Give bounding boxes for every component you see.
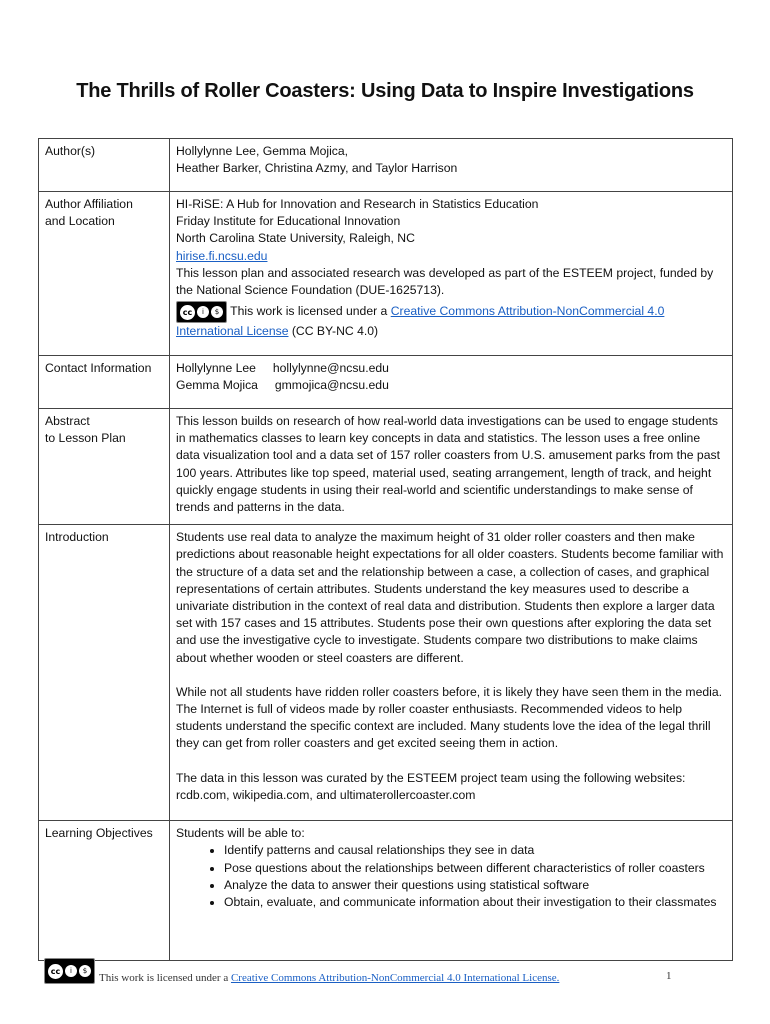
page-number: 1 xyxy=(666,970,672,982)
label-authors: Author(s) xyxy=(39,139,170,192)
list-item: • Obtain, evaluate, and communicate information about their investigation to their classmates xyxy=(224,894,726,911)
label-introduction: Introduction xyxy=(39,525,170,821)
intro-paragraph: The data in this lesson was curated by the ESTEEM project team using the following websites: rcdb.com, wikipedia.com, and ultimaterollercoaster.com xyxy=(176,770,686,802)
license-link[interactable]: Creative Commons Attribution-NonCommercial 4.0 International License xyxy=(176,304,665,339)
cc-by-nc-icon: cc i $ xyxy=(176,301,227,323)
hirise-link[interactable]: hirise.fi.ncsu.edu xyxy=(176,248,268,263)
label-affiliation xyxy=(39,192,170,356)
table-row xyxy=(39,139,733,192)
footer-prefix: This work is licensed under a xyxy=(99,972,231,984)
lesson-info-table xyxy=(38,138,733,961)
label-line: to Lesson Plan xyxy=(45,431,126,446)
value-objectives xyxy=(170,821,733,961)
contact-line: Hollylynne Lee hollylynne@ncsu.edu xyxy=(176,361,389,375)
value-abstract: This lesson builds on research of how real-world data investigations can be used to engage students in mathematics classes to learn key concepts in data and statistics. The lesson uses a free online data visualization tool and a data set of 157 roller coasters from U.S. amusement parks from the past 100 years. Attributes like top speed, material used, seating arrangement, length of track, and height quickly engage students in using their real-world and scientific understandings to make sense of trends and patterns in the data. xyxy=(170,409,733,525)
label-line: Author Affiliation xyxy=(45,197,133,211)
license-line xyxy=(176,301,726,340)
list-item: • Pose questions about the relationships between different characteristics of roller coasters xyxy=(224,860,726,877)
page-title: The Thrills of Roller Coasters: Using Data to Inspire Investigations xyxy=(76,80,694,102)
label-line: Abstract xyxy=(45,414,90,428)
footer xyxy=(44,958,684,984)
objectives-intro: Students will be able to: xyxy=(176,826,305,841)
authors-line: Heather Barker, Christina Azmy, and Taylor Harrison xyxy=(176,161,458,176)
label-objectives: Learning Objectives xyxy=(39,821,170,961)
license-prefix: This work is licensed under a xyxy=(230,304,391,319)
value-affiliation xyxy=(170,192,733,356)
affiliation-line: HI-RiSE: A Hub for Innovation and Research in Statistics Education xyxy=(176,197,539,211)
authors-line: Hollylynne Lee, Gemma Mojica, xyxy=(176,144,349,158)
table-row xyxy=(39,409,733,525)
funding-text: This lesson plan and associated research was developed as part of the ESTEEM project, funded by the National Science Foundation (DUE-1625713). xyxy=(176,265,714,298)
cc-by-nc-icon: cc i $ xyxy=(44,958,95,984)
label-line: and Location xyxy=(45,214,115,229)
value-introduction xyxy=(170,525,733,821)
intro-paragraph: Students use real data to analyze the maximum height of 31 older roller coasters and then make predictions about reasonable height expectations for all older coasters. Students become familiar with the structure of a data set and the relationship between a case, a collection of cases, and graphical representations of certain attributes. Students understand the key measures used to describe a univariate distribution in the context of real data and distribution. Students then explore a larger data set with 157 cases and 15 attributes. Students pose their own questions after exploring the data set and use the investigative cycle to investigate. Students compare two distributions to make claims about whether wooden or steel coasters are different. xyxy=(176,530,724,665)
contact-line: Gemma Mojica gmmojica@ncsu.edu xyxy=(176,378,389,393)
table-row xyxy=(39,821,733,961)
list-item: • Analyze the data to answer their questions using statistical software xyxy=(224,877,726,894)
footer-license-link[interactable]: Creative Commons Attribution-NonCommercial 4.0 International License. xyxy=(230,972,560,984)
label-contact: Contact Information xyxy=(39,356,170,409)
affiliation-line: Friday Institute for Educational Innovation xyxy=(176,214,401,229)
footer-text xyxy=(99,972,559,984)
table-row xyxy=(39,192,733,356)
table-row xyxy=(39,356,733,409)
value-authors xyxy=(170,139,733,192)
objectives-list xyxy=(176,842,726,911)
value-contact xyxy=(170,356,733,409)
license-suffix: (CC BY-NC 4.0) xyxy=(288,324,379,339)
label-abstract xyxy=(39,409,170,525)
intro-paragraph: While not all students have ridden roller coasters before, it is likely they have seen them in the media. The Internet is full of videos made by roller coaster enthusiasts. Recommended videos to help students understand the specific context are included. Many students love the idea of the legal thrill they can get from roller coasters and get excited seeing them in action. xyxy=(176,684,723,751)
affiliation-line: North Carolina State University, Raleigh, NC xyxy=(176,231,415,246)
list-item: • Identify patterns and causal relationships they see in data xyxy=(224,842,726,859)
table-row xyxy=(39,525,733,821)
